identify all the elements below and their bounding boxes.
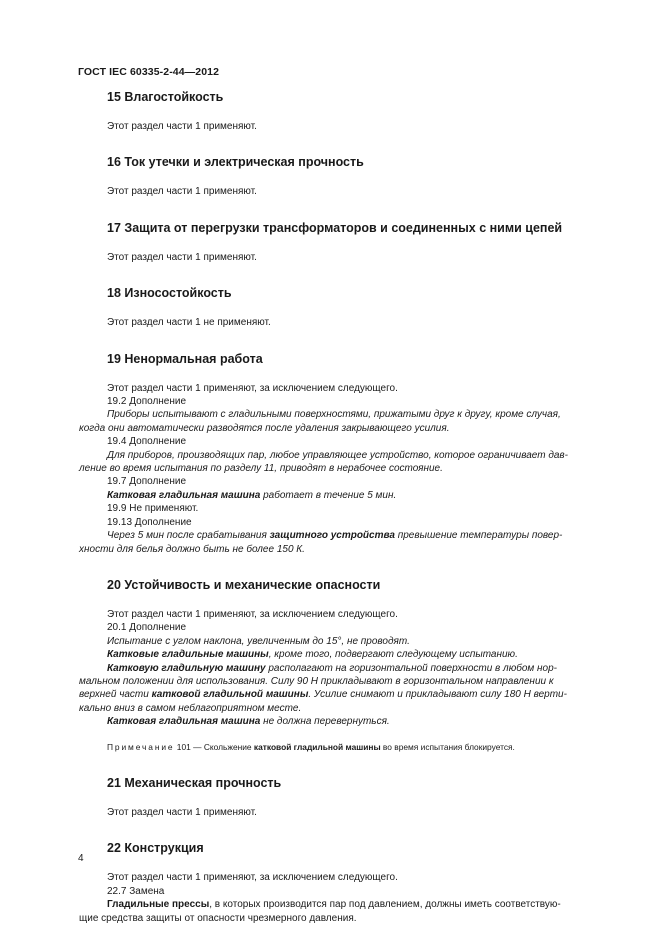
defined-term: катковой гладильной машины (151, 689, 309, 701)
clause-text: щие средства защиты от опасности чрезмерного давления. (79, 912, 357, 924)
section-title: 15 Влагостойкость (107, 90, 224, 104)
defined-term: катковой гладильной машины (253, 741, 381, 752)
section-17 (107, 220, 617, 264)
clause-text: ление во время испытания по разделу 11, приводят в нерабочее состояние. (79, 463, 443, 475)
clause-text (107, 489, 617, 502)
clause-text: мальном положении для использования. Силу 90 Н прикладывают в горизонтальном направлении к (79, 675, 554, 687)
text-run: . Усилие снимают и прикладывают силу 180 Н верти- (308, 689, 567, 701)
clause-heading: 22.7 Замена (107, 885, 165, 897)
section-15 (107, 89, 617, 133)
clause-heading: 19.7 Дополнение (107, 476, 187, 488)
text-run: во время испытания блокируется. (380, 741, 515, 752)
section-title: 17 Защита от перегрузки трансформаторов и соединенных с ними цепей (107, 220, 563, 235)
clause-text (79, 688, 617, 701)
section-title: 19 Ненормальная работа (107, 351, 263, 366)
section-text: Этот раздел части 1 применяют. (107, 121, 257, 132)
section-18 (107, 285, 617, 329)
defined-term: Катковую гладильную машину (107, 662, 266, 674)
text-run: располагают на горизонтальной поверхности в любом нор- (265, 662, 557, 674)
text-run: Через 5 мин после срабатывания (107, 530, 270, 542)
clause-text: Для приборов, производящих пар, любое управляющее устройство, которое ограничивает дав- (107, 449, 568, 461)
section-intro: Этот раздел части 1 применяют, за исключением следующего. (107, 382, 398, 394)
section-text: Этот раздел части 1 не применяют. (107, 317, 271, 329)
clause-text: Приборы испытывают с гладильными поверхностями, прижатыми друг к другу, кроме случая, (107, 409, 561, 421)
text-run: , в которых производится пар под давлением, должны иметь соответствую- (209, 899, 561, 911)
section-title: 18 Износостойкость (107, 286, 232, 301)
section-title: 20 Устойчивость и механические опасности (107, 577, 381, 592)
note (107, 741, 617, 754)
defined-term: Гладильные прессы (107, 899, 210, 911)
clause-text: хности для белья должно быть не более 150 К. (79, 543, 305, 555)
clause-text: кально вниз в самом неблагоприятном месте. (79, 702, 302, 714)
section-text: Этот раздел части 1 применяют. (107, 186, 257, 198)
section-22 (79, 840, 617, 925)
section-19 (79, 351, 617, 556)
section-20 (79, 577, 617, 754)
clause-text (107, 662, 617, 675)
clause-text (107, 715, 617, 728)
clause-heading: 19.2 Дополнение (107, 396, 187, 408)
clause-text (107, 648, 617, 661)
clause-heading: 19.4 Дополнение (107, 436, 187, 448)
defined-term: Катковые гладильные машины (107, 649, 269, 661)
section-title: 16 Ток утечки и электрическая прочность (107, 155, 364, 170)
clause-text (107, 898, 617, 911)
section-intro: Этот раздел части 1 применяют, за исключением следующего. (107, 608, 398, 620)
defined-term: защитного устройства (269, 530, 395, 542)
text-run: не должна перевернуться. (260, 716, 390, 728)
clause-heading: 20.1 Дополнение (107, 622, 187, 634)
section-text: Этот раздел части 1 применяют. (107, 806, 257, 818)
text-run: верхней части (79, 689, 152, 701)
clause-heading: 19.9 Не применяют. (107, 503, 199, 515)
document-body (79, 89, 617, 946)
text-run: 101 — Скольжение (174, 741, 254, 752)
defined-term: Катковая гладильная машина (107, 489, 261, 501)
section-21 (107, 775, 617, 819)
defined-term: Катковая гладильная машина (107, 716, 261, 728)
section-intro: Этот раздел части 1 применяют, за исключением следующего. (107, 872, 398, 884)
section-title: 21 Механическая прочность (107, 775, 282, 790)
clause-text (107, 529, 617, 542)
section-title: 22 Конструкция (107, 841, 204, 856)
text-run: превышение температуры повер- (394, 530, 563, 542)
text-run: , кроме того, подвергают следующему испытанию. (268, 649, 518, 661)
section-16 (107, 154, 617, 198)
document-header: ГОСТ IEC 60335-2-44—2012 (78, 66, 220, 78)
clause-heading: 19.13 Дополнение (107, 516, 192, 528)
clause-text: когда они автоматически разводятся после удаления закрывающего усилия. (79, 422, 450, 434)
note-label: Примечание (107, 741, 175, 752)
text-run: работает в течение 5 мин. (260, 489, 397, 501)
section-text: Этот раздел части 1 применяют. (107, 251, 257, 263)
page-number: 4 (78, 853, 84, 864)
clause-text: Испытание с углом наклона, увеличенным до 15°, не проводят. (107, 635, 410, 647)
